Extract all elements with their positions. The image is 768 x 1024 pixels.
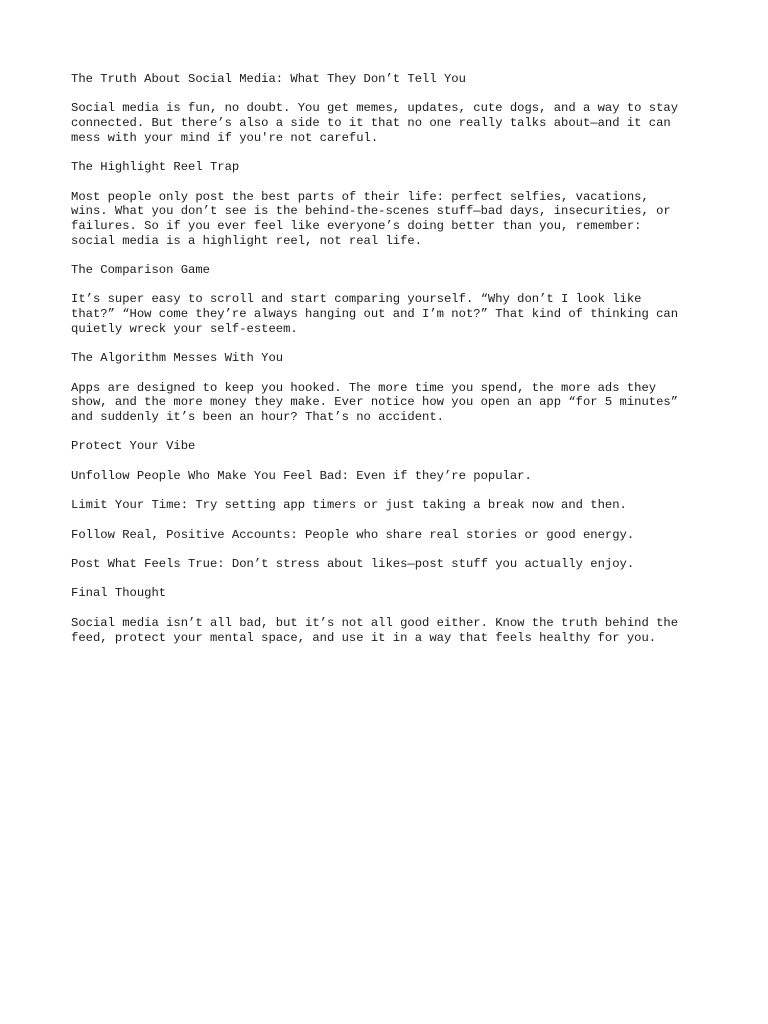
section-heading-highlight-reel: The Highlight Reel Trap	[71, 160, 240, 175]
intro-paragraph	[71, 101, 711, 145]
section-body-comparison-game	[71, 292, 711, 336]
body-line: Most people only post the best parts of their life: perfect selfies, vacations,	[71, 189, 649, 204]
tip-item: Follow Real, Positive Accounts: People who share real stories or good energy.	[71, 527, 635, 542]
body-line: quietly wreck your self-esteem.	[71, 321, 298, 336]
section-heading-comparison-game: The Comparison Game	[71, 263, 210, 278]
intro-line: connected. But there’s also a side to it that no one really talks about—and it can	[71, 116, 671, 131]
tip-item: Unfollow People Who Make You Feel Bad: Even if they’re popular.	[71, 468, 532, 483]
body-line: Social media isn’t all bad, but it’s not all good either. Know the truth behind the	[71, 615, 679, 630]
body-line: that?” “How come they’re always hanging out and I’m not?” That kind of thinking can	[71, 307, 679, 322]
body-line: feed, protect your mental space, and use it in a way that feels healthy for you.	[71, 630, 657, 645]
body-line: Apps are designed to keep you hooked. The more time you spend, the more ads they	[71, 380, 657, 395]
body-line: It’s super easy to scroll and start comparing yourself. “Why don’t I look like	[71, 292, 642, 307]
document-page	[71, 72, 711, 660]
intro-line: mess with your mind if you're not careful.	[71, 130, 379, 145]
tip-item: Limit Your Time: Try setting app timers or just taking a break now and then.	[71, 498, 627, 513]
intro-line: Social media is fun, no doubt. You get memes, updates, cute dogs, and a way to stay	[71, 101, 679, 116]
tip-item: Post What Feels True: Don’t stress about likes—post stuff you actually enjoy.	[71, 557, 635, 572]
body-line: wins. What you don’t see is the behind-the-scenes stuff—bad days, insecurities, or	[71, 204, 671, 219]
final-paragraph	[71, 616, 711, 645]
body-line: social media is a highlight reel, not real life.	[71, 233, 423, 248]
section-body-algorithm	[71, 381, 711, 425]
section-heading-algorithm: The Algorithm Messes With You	[71, 351, 284, 366]
section-body-highlight-reel	[71, 190, 711, 249]
section-heading-protect-your-vibe: Protect Your Vibe	[71, 439, 196, 454]
section-heading-final-thought: Final Thought	[71, 586, 167, 601]
body-line: failures. So if you ever feel like everyone’s doing better than you, remember:	[71, 218, 642, 233]
body-line: and suddenly it’s been an hour? That’s no accident.	[71, 410, 444, 425]
body-line: show, and the more money they make. Ever notice how you open an app “for 5 minutes”	[71, 395, 679, 410]
document-title: The Truth About Social Media: What They Don’t Tell You	[71, 72, 466, 86]
